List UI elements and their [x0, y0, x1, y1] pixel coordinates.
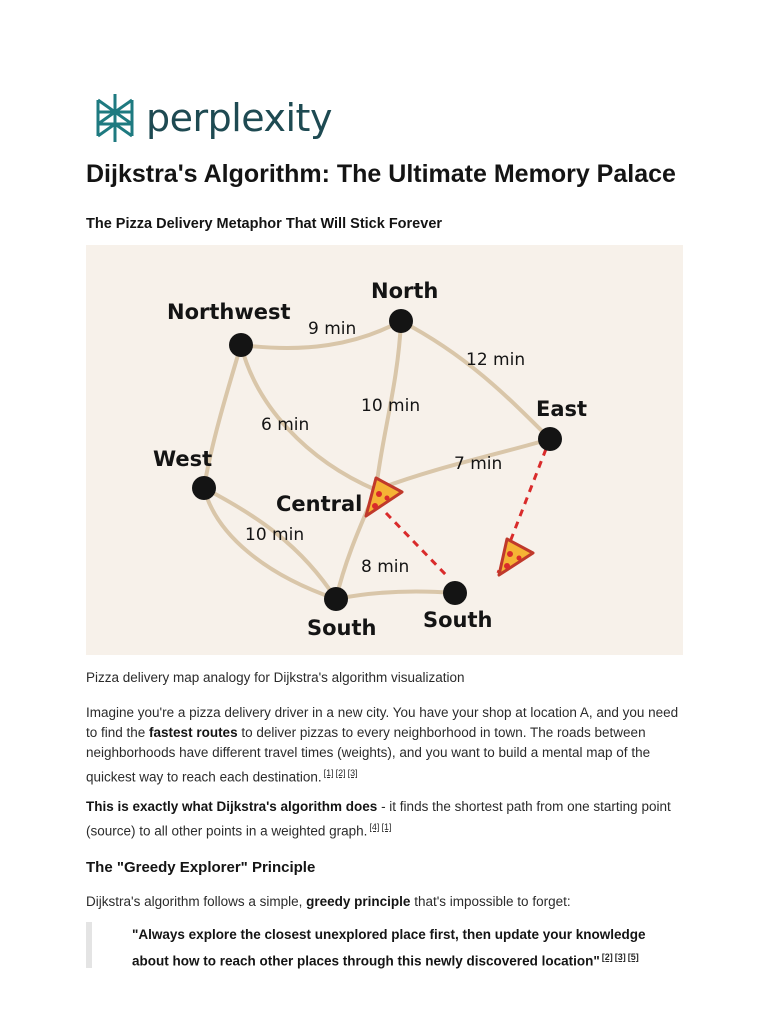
node-label-west: West	[153, 447, 213, 471]
text-span: Dijkstra's algorithm follows a simple,	[86, 894, 307, 909]
edge-label-nw-north: 9 min	[308, 319, 357, 339]
edge-label-nw-central: 6 min	[261, 415, 310, 435]
citation-link[interactable]: [2]	[601, 952, 613, 962]
intro-paragraph	[86, 703, 686, 788]
node-northwest	[229, 333, 253, 357]
edge-label-north-east: 12 min	[466, 350, 526, 370]
blockquote	[86, 922, 686, 968]
edge-label-central-south: 8 min	[361, 557, 410, 577]
node-label-north: North	[371, 279, 439, 303]
node-label-south-left: South	[307, 616, 377, 640]
brand-name: perplexity	[146, 96, 332, 140]
node-west	[192, 476, 216, 500]
node-label-northwest: Northwest	[167, 300, 291, 324]
node-east	[538, 427, 562, 451]
pizza-slice-icon	[499, 539, 533, 575]
perplexity-logo-icon	[94, 92, 136, 144]
citation-link[interactable]: [3]	[614, 952, 626, 962]
text-span: to deliver pizzas to every neighborhood in town. The roads between neighborhoods have different travel times (weights), and you want to build a mental map of the quickest way to reach each destination.	[86, 725, 651, 785]
node-label-central: Central	[276, 492, 363, 516]
node-label-east: East	[536, 397, 588, 421]
pizza-delivery-map	[86, 245, 683, 655]
citation-link[interactable]: [3]	[347, 768, 358, 778]
quote-text	[132, 924, 662, 973]
citation-link[interactable]: [5]	[627, 952, 639, 962]
road-south-south	[336, 591, 455, 599]
edge-label-north-central: 10 min	[361, 396, 421, 416]
bold-text: greedy principle	[306, 894, 411, 909]
definition-paragraph	[86, 797, 686, 842]
node-north	[389, 309, 413, 333]
node-south-left	[324, 587, 348, 611]
page-title: Dijkstra's Algorithm: The Ultimate Memory Palace	[86, 160, 676, 188]
map-diagram	[86, 245, 683, 655]
page-subtitle: The Pizza Delivery Metaphor That Will Stick Forever	[86, 216, 443, 232]
text-span: - it finds the shortest path from one starting point (source) to all other points in a weighted graph.	[86, 799, 671, 839]
figure-caption: Pizza delivery map analogy for Dijkstra's algorithm visualization	[86, 670, 465, 685]
quote-bar	[86, 922, 92, 968]
edge-label-central-east: 7 min	[454, 454, 503, 474]
citation-link[interactable]: [4]	[369, 822, 380, 832]
principle-paragraph	[86, 892, 686, 912]
edge-label-west-south: 10 min	[245, 525, 305, 545]
road-north-east	[401, 321, 550, 439]
quote-body: "Always explore the closest unexplored place first, then update your knowledge about how to reach other places through this newly discovered location"	[132, 927, 646, 969]
citation-link[interactable]: [1]	[323, 768, 334, 778]
section-heading: The "Greedy Explorer" Principle	[86, 859, 316, 876]
bold-text: This is exactly what Dijkstra's algorithm does	[86, 799, 378, 814]
citation-link[interactable]: [2]	[335, 768, 346, 778]
node-south-right	[443, 581, 467, 605]
text-span: that's impossible to forget:	[410, 894, 571, 909]
bold-text: fastest routes	[149, 725, 238, 740]
node-label-south-right: South	[423, 608, 493, 632]
citation-link[interactable]: [1]	[381, 822, 392, 832]
text-span: Imagine you're a pizza delivery driver in a new city. You have your shop at location A, and you need to find the	[86, 705, 679, 740]
perplexity-logo	[94, 92, 332, 144]
